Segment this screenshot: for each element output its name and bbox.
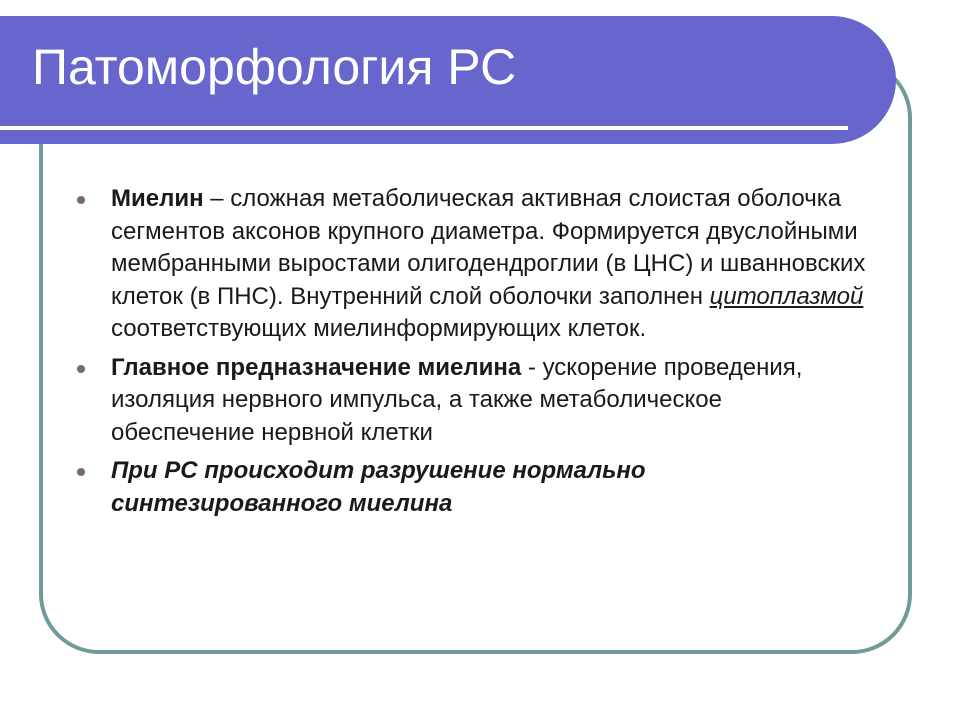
bullet-emphasis: При РС происходит разрушение нормально синтезированного миелина — [111, 457, 646, 517]
cytoplasm-link[interactable]: цитоплазмой — [709, 282, 864, 310]
bullet-text: - ускорение проведения, изоляция нервного импульса, а также метаболическое обеспечение нервной клетки — [111, 353, 803, 446]
bullet-dot-icon — [77, 365, 85, 373]
bullet-purpose — [72, 352, 872, 450]
bullet-text: – сложная метаболическая активная слоистая оболочка сегментов аксонов крупного диаметра. Формируется двуслойными мембранными выростами олигодендроглии (в ЦНС) и шванновских клеток (в ПНС). Внутренний слой оболочки заполнен — [111, 185, 866, 310]
bullet-text-continued: соответствующих миелинформирующих клеток. — [111, 315, 647, 342]
bullet-term: Миелин — [111, 185, 204, 212]
bullet-dot-icon — [77, 196, 85, 204]
bullet-dot-icon — [77, 468, 85, 476]
bullet-myelin — [72, 183, 872, 346]
bullet-list — [72, 183, 872, 526]
title-underline — [0, 126, 848, 130]
bullet-term: Главное предназначение миелина — [111, 353, 522, 381]
slide-title: Патоморфология РС — [32, 39, 517, 95]
bullet-ms-destruction — [72, 455, 872, 520]
